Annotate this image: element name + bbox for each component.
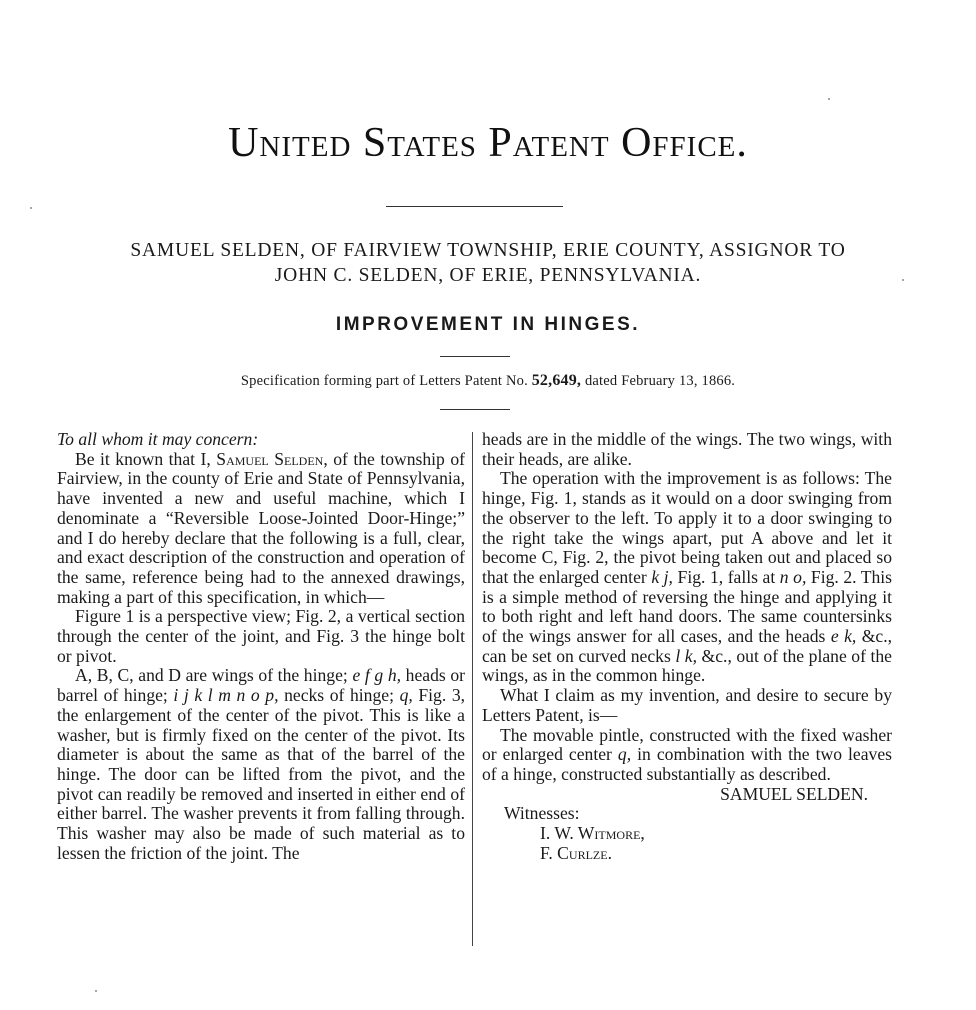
paper-speck [902, 279, 904, 281]
parties-block [40, 238, 936, 288]
improvement-divider [440, 356, 510, 357]
paragraph: Figure 1 is a perspective view; Fig. 2, a vertical section through the center of the joint, and Fig. 3 the hinge bolt or pivot. [57, 606, 465, 666]
parties-line-2: JOHN C. SELDEN, OF ERIE, PENNSYLVANIA. [274, 265, 702, 286]
inventor-name: Samuel Selden, [216, 448, 328, 469]
salutation: To all whom it may concern: [57, 429, 259, 449]
specification-line [0, 372, 976, 390]
paper-speck [30, 207, 32, 209]
patent-number: 52,649, [531, 372, 582, 389]
paragraph: A, B, C, and D are wings of the hinge; e f g h, heads or barrel of hinge; i j k l m n o p, necks of hinge; q, Fig. 3, the enlargement of the center of the pivot. This is like a washer, but is firmly fixed on the center of the pivot. Its diameter is about the same as that of the barrel of the hinge. The door can be lifted from the pivot, and the pivot can readily be removed and inserted in either end of either barrel. The washer prevents it from falling through. This washer may also be made of such material as to lessen the friction of the joint. The [57, 665, 466, 863]
specification-prefix: Specification forming part of Letters Patent No. [240, 373, 528, 389]
improvement-title: IMPROVEMENT IN HINGES. [335, 314, 641, 335]
specification-date: dated February 13, 1866. [584, 373, 736, 389]
parties-line-1: SAMUEL SELDEN, OF FAIRVIEW TOWNSHIP, ERIE COUNTY, ASSIGNOR TO [130, 240, 846, 261]
paragraph: Be it known that I, Samuel Selden, of the township of Fairview, in the county of Erie and State of Pennsylvania, have invented a new and useful machine, which I denominate a “Reversible Loose-Jointed Door-Hinge;” and I do hereby declare that the following is a full, clear, and exact description of the construction and operation of the same, reference being had to the annexed drawings, making a part of this specification, in which— [57, 448, 465, 607]
office-title: United States Patent Office. [228, 120, 748, 166]
left-column [57, 430, 465, 863]
paragraph: heads are in the middle of the wings. The two wings, with their heads, are alike. [482, 429, 892, 469]
witness-name: I. W. Witmore, [540, 823, 645, 844]
paper-speck [828, 98, 830, 100]
claim-paragraph: The movable pintle, constructed with the fixed washer or enlarged center q, in combination with the two leaves of a hinge, constructed substantially as described. [482, 724, 892, 784]
paragraph: The operation with the improvement is as follows: The hinge, Fig. 1, stands as it would on a door swinging from the observer to the left. To apply it to a door swinging to the right take the wings apart, put A above and let it become C, Fig. 2, the pivot being taken out and placed so that the enlarged center k j, Fig. 1, falls at n o, Fig. 2. This is a simple method of reversing the hinge and applying it to both right and left hand doors. The same countersinks of the wings answer for all cases, and the heads e k, &c., can be set on curved necks l k, &c., out of the plane of the wings, as in the common hinge. [482, 468, 893, 686]
column-divider [472, 432, 473, 946]
signature: SAMUEL SELDEN. [720, 783, 868, 804]
right-column [482, 430, 892, 863]
paper-speck [95, 990, 97, 992]
title-divider [386, 206, 563, 207]
paragraph: What I claim as my invention, and desire to secure by Letters Patent, is— [482, 685, 892, 725]
witness-name: F. Curlze. [540, 842, 612, 863]
specification-divider [440, 409, 510, 410]
witnesses-label: Witnesses: [504, 803, 580, 824]
